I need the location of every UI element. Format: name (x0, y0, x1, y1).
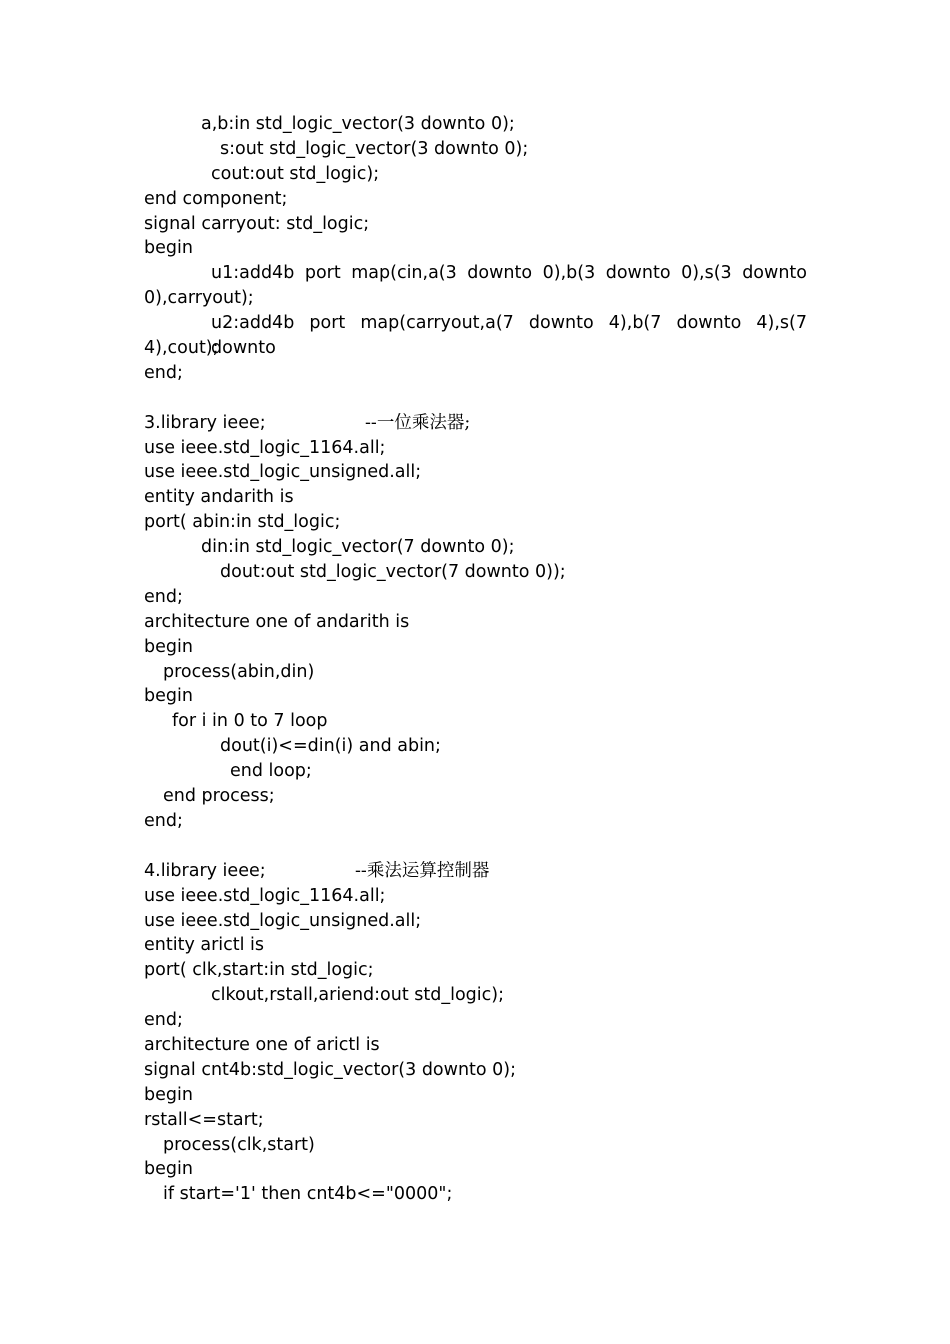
code-line (144, 112, 807, 137)
code-line (144, 933, 807, 958)
code-line (144, 1083, 807, 1108)
code-line (144, 635, 807, 660)
code-line (144, 485, 807, 510)
code-line (144, 660, 807, 685)
code-text: rstall<=start; (144, 1109, 264, 1130)
code-line (144, 510, 807, 535)
code-text: signal carryout: std_logic; (144, 213, 370, 234)
code-comment: --一位乘法器; (365, 412, 471, 433)
code-line (144, 958, 807, 983)
code-text: 0),carryout); (144, 288, 254, 309)
code-text: for i in 0 to 7 loop (172, 711, 328, 732)
code-text: use ieee.std_logic_1164.all; (144, 437, 386, 458)
code-text: use ieee.std_logic_unsigned.all; (144, 910, 422, 931)
code-line (144, 236, 807, 261)
code-text: u2:add4b port map(carryout,a(7 downto 4),b(7 downto 4),s(7 downto (211, 313, 807, 359)
code-line (144, 734, 807, 759)
code-line (144, 411, 807, 436)
code-line (144, 1182, 807, 1207)
code-text: process(abin,din) (163, 661, 315, 682)
code-line (144, 809, 807, 834)
code-line (144, 1033, 807, 1058)
code-line (144, 909, 807, 934)
code-text: din:in std_logic_vector(7 downto 0); (201, 537, 515, 558)
code-text: signal cnt4b:std_logic_vector(3 downto 0); (144, 1059, 517, 1080)
code-line (144, 261, 807, 286)
code-line (144, 162, 807, 187)
code-text: 4.library ieee; (144, 860, 266, 881)
code-line (144, 610, 807, 635)
code-line (144, 684, 807, 709)
code-text: begin (144, 686, 193, 707)
code-text: end loop; (230, 761, 312, 782)
code-line (144, 212, 807, 237)
code-text: end; (144, 362, 183, 383)
code-text: dout:out std_logic_vector(7 downto 0)); (220, 562, 566, 583)
blank-line (144, 834, 807, 859)
code-text: architecture one of andarith is (144, 611, 410, 632)
code-text: clkout,rstall,ariend:out std_logic); (211, 985, 504, 1006)
code-line (144, 1133, 807, 1158)
code-text: end component; (144, 188, 288, 209)
code-line (144, 361, 807, 386)
code-text: u1:add4b port map(cin,a(3 downto 0),b(3 downto 0),s(3 downto (211, 263, 807, 284)
code-line (144, 436, 807, 461)
code-line (144, 1157, 807, 1182)
code-text: 4),cout); (144, 338, 219, 359)
code-text: entity andarith is (144, 487, 294, 508)
code-line (144, 460, 807, 485)
code-line (144, 1008, 807, 1033)
code-text: if start='1' then cnt4b<="0000"; (163, 1184, 453, 1205)
code-line (144, 585, 807, 610)
code-text: process(clk,start) (163, 1134, 315, 1155)
code-text: end; (144, 586, 183, 607)
code-line (144, 1108, 807, 1133)
code-text: a,b:in std_logic_vector(3 downto 0); (201, 114, 515, 134)
code-text: entity arictl is (144, 935, 265, 956)
code-line (144, 759, 807, 784)
blank-line (144, 386, 807, 411)
code-line (144, 535, 807, 560)
code-line (144, 983, 807, 1008)
code-text: begin (144, 1084, 193, 1105)
code-text: begin (144, 636, 193, 657)
code-listing (144, 112, 807, 1207)
code-line (144, 884, 807, 909)
code-line (144, 784, 807, 809)
code-text: architecture one of arictl is (144, 1034, 380, 1055)
code-text: s:out std_logic_vector(3 downto 0); (220, 138, 529, 159)
code-line (144, 709, 807, 734)
code-text: end; (144, 810, 183, 831)
code-text: use ieee.std_logic_1164.all; (144, 885, 386, 906)
code-line (144, 1058, 807, 1083)
code-line (144, 137, 807, 162)
code-text: port( clk,start:in std_logic; (144, 960, 374, 981)
code-text: begin (144, 238, 193, 259)
code-text: 3.library ieee; (144, 412, 266, 433)
code-text: cout:out std_logic); (211, 163, 380, 184)
code-text: begin (144, 1159, 193, 1180)
code-text: end; (144, 1010, 183, 1031)
code-comment: --乘法运算控制器 (355, 860, 490, 881)
code-line (144, 560, 807, 585)
code-line (144, 286, 807, 311)
code-text: dout(i)<=din(i) and abin; (220, 736, 441, 757)
code-text: port( abin:in std_logic; (144, 512, 341, 533)
code-text: end process; (163, 786, 275, 807)
code-line (144, 187, 807, 212)
code-text: use ieee.std_logic_unsigned.all; (144, 462, 422, 483)
code-line (144, 859, 807, 884)
